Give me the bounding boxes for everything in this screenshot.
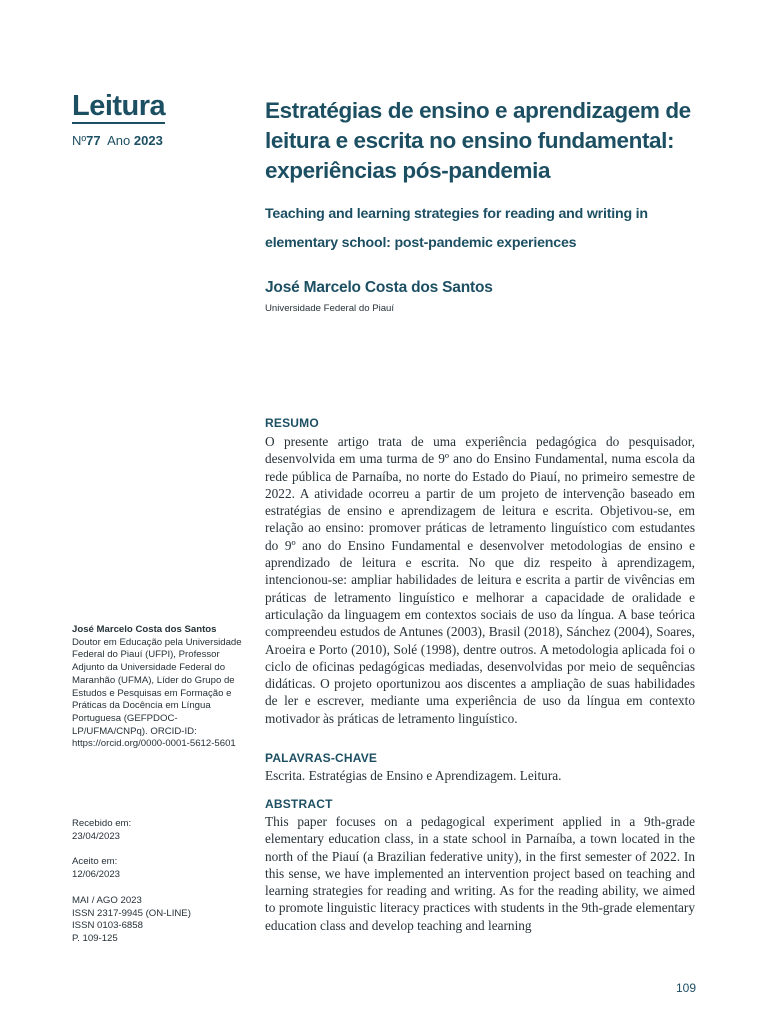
journal-name: Leitura bbox=[72, 90, 166, 122]
year-label: Ano bbox=[107, 133, 131, 148]
issue-period: MAI / AGO 2023 bbox=[72, 894, 142, 906]
bio-text: Doutor em Educação pela Universidade Federal do Piauí (UFPI), Professor Adjunto da Universidade Federal do Maranhão (UFMA), Líder do Grupo de Estudos e Pesquisas em Formação e Práticas da Docência em Língua Portuguesa (GEFPDOC-LP/UFMA/CNPq). ORCID-ID: https://orcid.org/0000-0001-5612-5601 bbox=[72, 636, 242, 750]
issue-number: 77 bbox=[86, 133, 101, 148]
issue-prefix: Nº bbox=[72, 133, 87, 148]
abstract-heading: ABSTRACT bbox=[265, 797, 333, 811]
accepted-label: Aceito em: bbox=[72, 856, 118, 868]
article-subtitle: Teaching and learning strategies for reading and writing in elementary school: post-pandemic experiences bbox=[265, 206, 648, 251]
article-author: José Marcelo Costa dos Santos bbox=[265, 279, 493, 296]
resumo-text: O presente artigo trata de uma experiência pedagógica do pesquisador, desenvolvida em uma turma de 9º ano do Ensino Fundamental, numa escola da rede pública de Parnaíba, no norte do Estado do Piauí, no primeiro semestre de 2022. A atividade ocorreu a partir de um projeto de intervenção baseado em estratégias de ensino e aprendizagem de leitura e escrita. Objetivou-se, em relação ao ensino: promover práticas de letramento linguístico com estudantes do 9º ano do Ensino Fundamental e desenvolver metodologias de ensino e aprendizado de leitura e escrita. No que diz respeito à aprendizagem, intencionou-se: ampliar habilidades de leitura e escrita a partir de vivências em práticas de letramento linguístico e melhorar a capacidade de oralidade e articulação da linguagem em contextos sociais de uso da língua. A base teórica compreendeu estudos de Antunes (2003), Brasil (2018), Sánchez (2004), Soares, Aroeira e Porto (2010), Solé (1998), dentre outros. A metodologia aplicada foi o ciclo de oficinas pedagógicas mediadas, desenvolvidas por meio de sequências didáticas. O projeto oportunizou aos discentes a ampliação de suas habilidades de ler e escrever, mediante uma experiência de uso da língua em contexto motivador às práticas de letramento linguístico. bbox=[265, 434, 695, 726]
received-label: Recebido em: bbox=[72, 818, 132, 829]
issue-line bbox=[72, 133, 163, 148]
keywords-heading: PALAVRAS-CHAVE bbox=[265, 751, 378, 765]
bio-author-name: José Marcelo Costa dos Santos bbox=[72, 624, 217, 635]
author-affiliation: Universidade Federal do Piauí bbox=[265, 303, 395, 314]
resumo-heading: RESUMO bbox=[265, 416, 319, 430]
page-range: P. 109-125 bbox=[72, 932, 118, 944]
page-number: 109 bbox=[676, 981, 697, 995]
author-bio bbox=[72, 624, 252, 751]
received-date: 23/04/2023 bbox=[72, 830, 121, 842]
publication-dates bbox=[72, 818, 252, 946]
accepted-date: 12/06/2023 bbox=[72, 869, 121, 881]
abstract-text: This paper focuses on a pedagogical experiment applied in a 9th-grade elementary education class, in a state school in Parnaíba, a town located in the north of the Piauí (a Brazilian federative unity), in the first semester of 2022. In this sense, we have implemented an intervention project based on teaching and learning strategies for reading and writing. As for the reading ability, we aimed to promote linguistic literacy practices with students in the 9th-grade elementary education class and develop teaching and learning bbox=[265, 814, 695, 933]
issn-online: ISSN 2317-9945 (ON-LINE) bbox=[72, 907, 191, 919]
keywords-text: Escrita. Estratégias de Ensino e Aprendizagem. Leitura. bbox=[265, 768, 562, 783]
year: 2023 bbox=[133, 133, 163, 148]
issn-print: ISSN 0103-6858 bbox=[72, 920, 143, 932]
article-title: Estratégias de ensino e aprendizagem de leitura e escrita no ensino fundamental: experiências pós-pandemia bbox=[265, 98, 691, 183]
article-header bbox=[265, 96, 695, 314]
